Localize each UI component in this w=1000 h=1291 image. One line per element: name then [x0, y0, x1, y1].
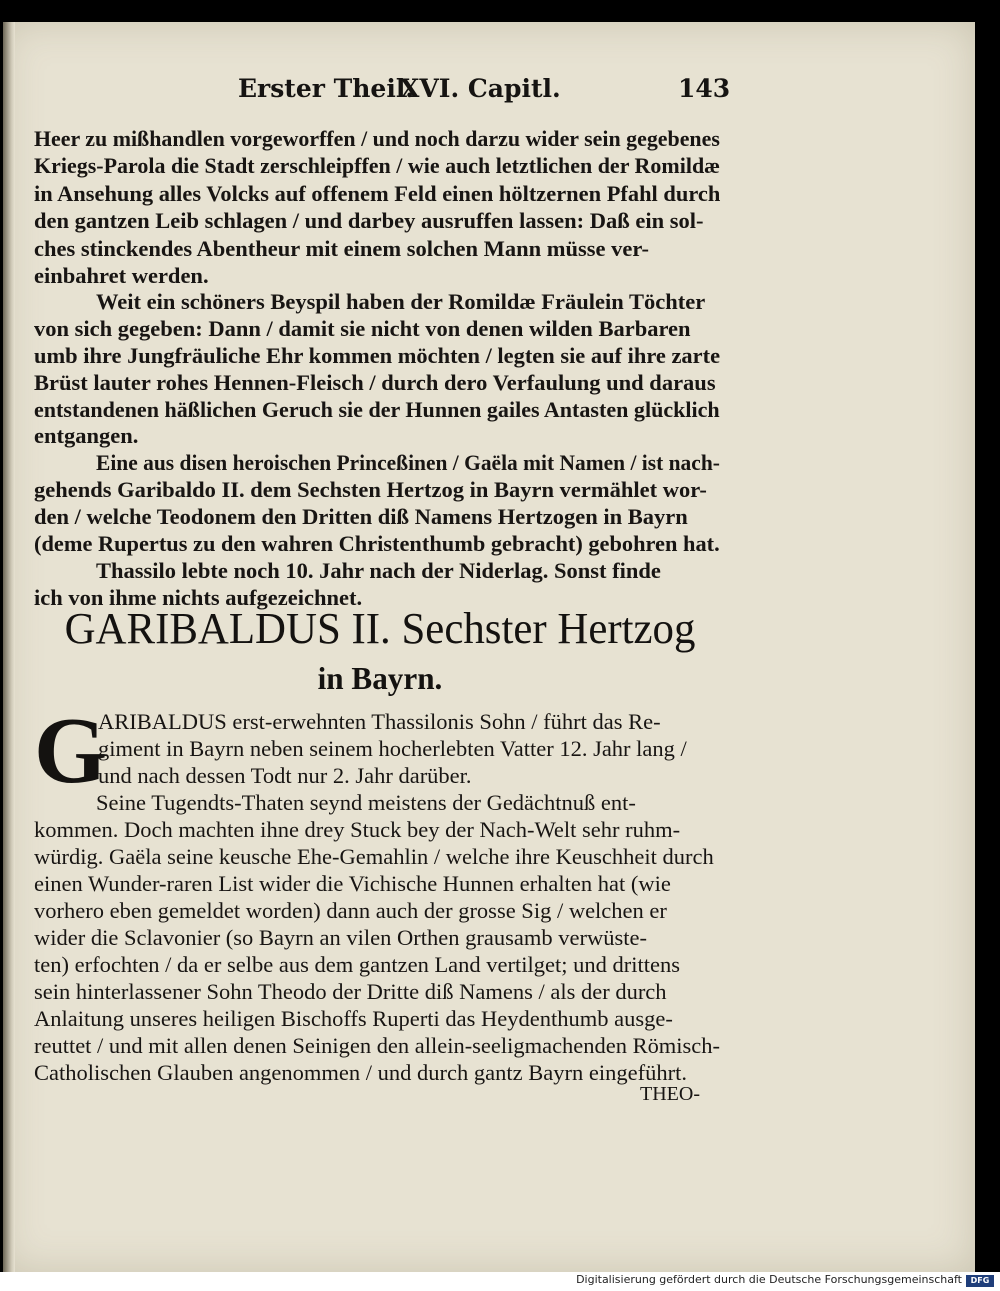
dfg-logo-icon: DFG: [966, 1275, 994, 1287]
running-head-section: Erster Theil.: [238, 74, 415, 103]
text-line: gehends Garibaldo II. dem Sechsten Hertzog in Bayrn vermählet wor-: [34, 477, 707, 502]
text-line: Anlaitung unseres heiligen Bischoffs Ruperti das Heydenthumb ausge-: [34, 1006, 673, 1031]
text-line: umb ihre Jungfräuliche Ehr kommen möchten / legten sie auf ihre zarte: [34, 343, 721, 368]
text-line: ten) erfochten / da er selbe aus dem gantzen Land vertilget; und drittens: [34, 952, 681, 977]
text-line: und nach dessen Todt nur 2. Jahr darüber.: [98, 763, 472, 788]
chapter-heading: [0, 602, 760, 700]
catchword: THEO-: [640, 1083, 700, 1105]
text-line: ich von ihme nichts aufgezeichnet.: [34, 585, 363, 610]
text-line: sein hinterlassener Sohn Theodo der Dritte diß Namens / als der durch: [34, 979, 667, 1004]
text-line: würdig. Gaëla seine keusche Ehe-Gemahlin / welche ihre Keuschheit durch: [34, 844, 714, 869]
text-line: entstandenen häßlichen Geruch sie der Hunnen gailes Antasten glücklich: [34, 397, 720, 422]
text-line: ches stinckendes Abentheur mit einem solchen Mann müsse ver-: [34, 236, 649, 261]
chapter-heading-title: GARIBALDUS II. Sechster Hertzog: [64, 604, 696, 653]
drop-cap-initial: G: [34, 699, 108, 803]
text-line: Thassilo lebte noch 10. Jahr nach der Niderlag. Sonst finde: [96, 558, 661, 583]
funding-credit: Digitalisierung gefördert durch die Deutsche Forschungsgemeinschaft: [576, 1273, 962, 1286]
text-line: Seine Tugendts-Thaten seynd meistens der Gedächtnuß ent-: [96, 790, 636, 815]
text-line: in Ansehung alles Volcks auf offenem Feld einen höltzernen Pfahl durch: [34, 181, 721, 206]
footer-bar: [0, 1272, 1000, 1291]
text-line: reuttet / und mit allen denen Seinigen den allein-seeligmachenden Römisch-: [34, 1033, 720, 1058]
text-line: Kriegs-Parola die Stadt zerschleipffen / wie auch letztlichen der Romildæ: [34, 153, 721, 178]
running-head: [200, 74, 731, 110]
running-head-chapter: XVI. Capitl.: [400, 74, 561, 103]
text-line: entgangen.: [34, 423, 139, 448]
text-line: einen Wunder-raren List wider die Vichische Hunnen erhalten hat (wie: [34, 871, 671, 896]
text-line: den / welche Teodonem den Dritten diß Namens Hertzogen in Bayrn: [34, 504, 688, 529]
text-line: ARIBALDUS erst-erwehnten Thassilonis Sohn / führt das Re-: [98, 709, 661, 734]
text-line: Brüst lauter rohes Hennen-Fleisch / durch dero Verfaulung und daraus: [34, 370, 716, 395]
text-line: einbahret werden.: [34, 263, 209, 288]
text-line: den gantzen Leib schlagen / und darbey ausruffen lassen: Daß ein sol-: [34, 208, 704, 233]
text-line: (deme Rupertus zu den wahren Christenthumb gebracht) gebohren hat.: [34, 531, 720, 556]
text-line: Weit ein schöners Beyspil haben der Romildæ Fräulein Töchter: [96, 289, 706, 314]
text-line: Catholischen Glauben angenommen / und durch gantz Bayrn eingeführt.: [34, 1060, 687, 1085]
page-number: 143: [678, 74, 731, 103]
chapter-heading-subtitle: in Bayrn.: [317, 660, 443, 696]
text-line: von sich gegeben: Dann / damit sie nicht von denen wilden Barbaren: [34, 316, 691, 341]
text-line: Eine aus disen heroischen Princeßinen / Gaëla mit Namen / ist nach-: [96, 450, 720, 475]
text-line: giment in Bayrn neben seinem hocherlebten Vatter 12. Jahr lang /: [98, 736, 687, 761]
text-line: Heer zu mißhandlen vorgeworffen / und noch darzu wider sein gegebenes: [34, 126, 720, 151]
text-line: wider die Sclavonier (so Bayrn an vilen Orthen grausamb verwüste-: [34, 925, 647, 950]
text-line: kommen. Doch machten ihne drey Stuck bey der Nach-Welt sehr ruhm-: [34, 817, 681, 842]
text-line: vorhero eben gemeldet worden) dann auch der grosse Sig / welchen er: [34, 898, 667, 923]
